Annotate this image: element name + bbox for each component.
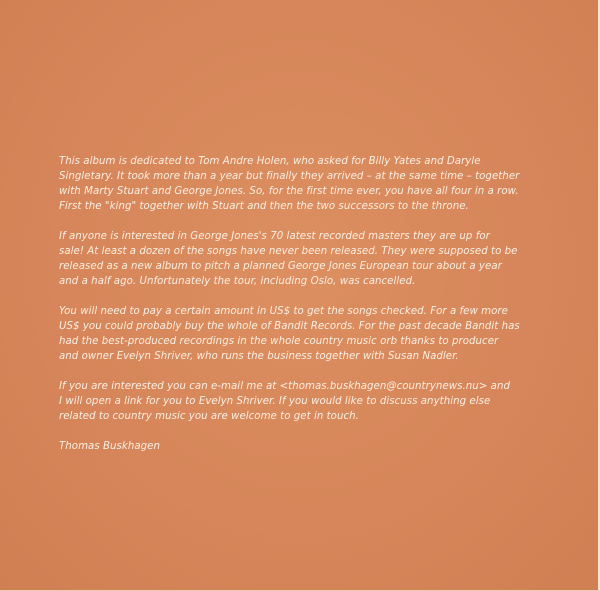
paragraph-contact: If you are interested you can e-mail me at <thomas.buskhagen@countrynews.nu> and I will open a link for you to Evelyn Shriver. If you would like to discuss anything else related to country music you are welcome to get in touch. xyxy=(59,381,510,422)
paragraph-dedication: This album is dedicated to Tom Andre Holen, who asked for Billy Yates and Daryle Singletary. It took more than a year but finally they arrived – at the same time – together with Marty Stuart and George Jones. So, for the first time ever, you have all four in a row. First the "king" together with Stuart and then the two successors to the throne. xyxy=(59,156,520,212)
paragraph-masters-for-sale: If anyone is interested in George Jones's 70 latest recorded masters they are up for sale! At least a dozen of the songs have never been released. They were supposed to be released as a new album to pitch a planned George Jones European tour about a year and a half ago. Unfortunately the tour, including Oslo, was cancelled. xyxy=(59,231,518,287)
author-signature: Thomas Buskhagen xyxy=(59,441,160,452)
liner-notes xyxy=(59,154,539,454)
paragraph-pricing: You will need to pay a certain amount in US$ to get the songs checked. For a few more US$ you could probably buy the whole of Bandit Records. For the past decade Bandit has had the best-produced recordings in the whole country music orb thanks to producer and owner Evelyn Shriver, who runs the business together with Susan Nadler. xyxy=(59,306,520,362)
